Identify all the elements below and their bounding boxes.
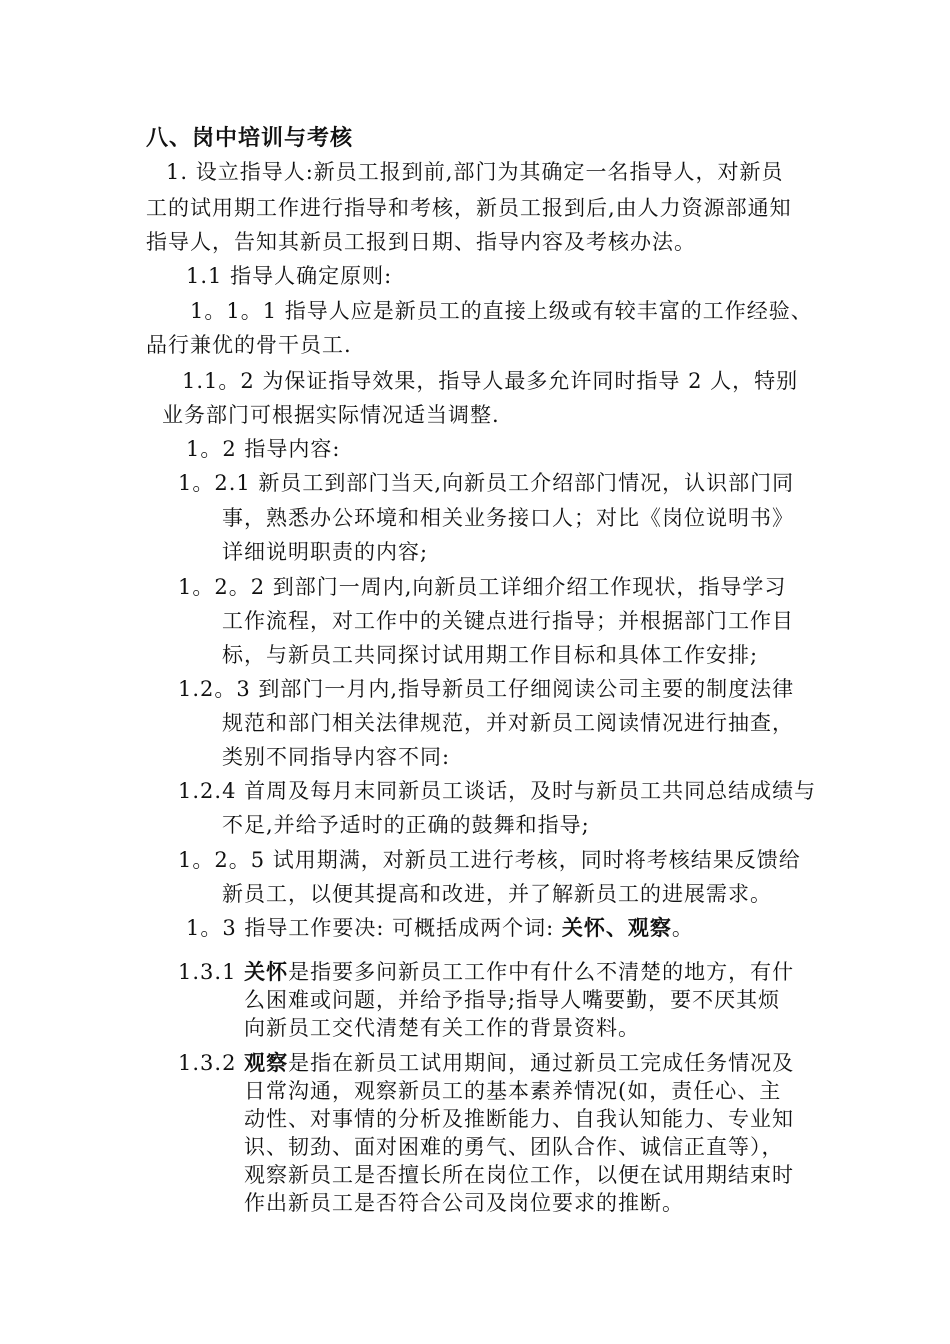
line-text: 是指在新员工试用期间，通过新员工完成任务情况及	[288, 1051, 795, 1075]
paragraph-line: 事，熟悉办公环境和相关业务接口人；对比《岗位说明书》	[222, 506, 794, 530]
paragraph-line: 类别不同指导内容不同:	[222, 745, 451, 769]
paragraph-line: 1.2.4 首周及每月末同新员工谈话，及时与新员工共同总结成绩与	[178, 779, 817, 803]
paragraph-line: 1。2.1 新员工到部门当天,向新员工介绍部门情况，认识部门同	[178, 471, 795, 495]
paragraph-line: 指导人，告知其新员工报到日期、指导内容及考核办法。	[146, 230, 696, 254]
paragraph-line: 动性、对事情的分析及推断能力、自我认知能力、专业知	[244, 1107, 794, 1131]
paragraph-line	[178, 1049, 794, 1077]
subheading-1-3	[186, 914, 694, 942]
paragraph-line: 工的试用期工作进行指导和考核，新员工报到后,由人力资源部通知	[146, 196, 792, 220]
paragraph-line: 观察新员工是否擅长所在岗位工作，以便在试用期结束时	[244, 1163, 794, 1187]
paragraph-line: 1。1。1 指导人应是新员工的直接上级或有较丰富的工作经验、	[190, 299, 813, 323]
item-number: 1.3.1	[178, 960, 245, 984]
paragraph-line: 规范和部门相关法律规范，并对新员工阅读情况进行抽查，	[222, 711, 794, 735]
paragraph-line: 业务部门可根据实际情况适当调整.	[162, 403, 500, 427]
key-word-care: 关怀	[244, 959, 289, 984]
paragraph-line: 日常沟通，观察新员工的基本素养情况(如，责任心、主	[244, 1079, 782, 1103]
paragraph-line: 详细说明职责的内容;	[222, 540, 429, 564]
line-text: 是指要多问新员工工作中有什么不清楚的地方，有什	[288, 960, 795, 984]
subheading-suffix: 。	[671, 916, 694, 940]
subheading-1-1: 1.1 指导人确定原则:	[186, 264, 393, 288]
paragraph-line: 不足,并给予适时的正确的鼓舞和指导;	[222, 813, 590, 837]
paragraph-line	[178, 958, 794, 986]
paragraph-line: 作出新员工是否符合公司及岗位要求的推断。	[244, 1191, 684, 1215]
paragraph-line: 1.1。2 为保证指导效果，指导人最多允许同时指导 2 人，特别	[182, 369, 799, 393]
paragraph-line: 向新员工交代清楚有关工作的背景资料。	[244, 1016, 640, 1040]
paragraph-line: 1。2。2 到部门一周内,向新员工详细介绍工作现状，指导学习	[178, 575, 787, 599]
paragraph-line: 品行兼优的骨干员工.	[146, 333, 352, 357]
key-words: 关怀、观察	[561, 915, 672, 940]
paragraph-line: 标，与新员工共同探讨试用期工作目标和具体工作安排;	[222, 643, 759, 667]
paragraph-line: 1。2。5 试用期满，对新员工进行考核，同时将考核结果反馈给	[178, 848, 801, 872]
section-heading: 八、岗中培训与考核	[146, 125, 354, 151]
subheading-1-2: 1。2 指导内容:	[186, 437, 341, 461]
paragraph-line: 工作流程，对工作中的关键点进行指导；并根据部门工作目	[222, 609, 794, 633]
paragraph-line: 识、韧劲、面对困难的勇气、团队合作、诚信正直等），	[244, 1135, 784, 1159]
item-number: 1.3.2	[178, 1051, 245, 1075]
paragraph-line: 1. 设立指导人:新员工报到前,部门为其确定一名指导人，对新员	[166, 160, 784, 184]
subheading-prefix: 1。3 指导工作要决: 可概括成两个词:	[186, 916, 562, 940]
paragraph-line: 么困难或问题，并给予指导;指导人嘴要勤，要不厌其烦	[244, 988, 781, 1012]
paragraph-line: 新员工，以便其提高和改进，并了解新员工的进展需求。	[222, 882, 772, 906]
paragraph-line: 1.2。3 到部门一月内,指导新员工仔细阅读公司主要的制度法律	[178, 677, 795, 701]
key-word-observe: 观察	[244, 1050, 289, 1075]
